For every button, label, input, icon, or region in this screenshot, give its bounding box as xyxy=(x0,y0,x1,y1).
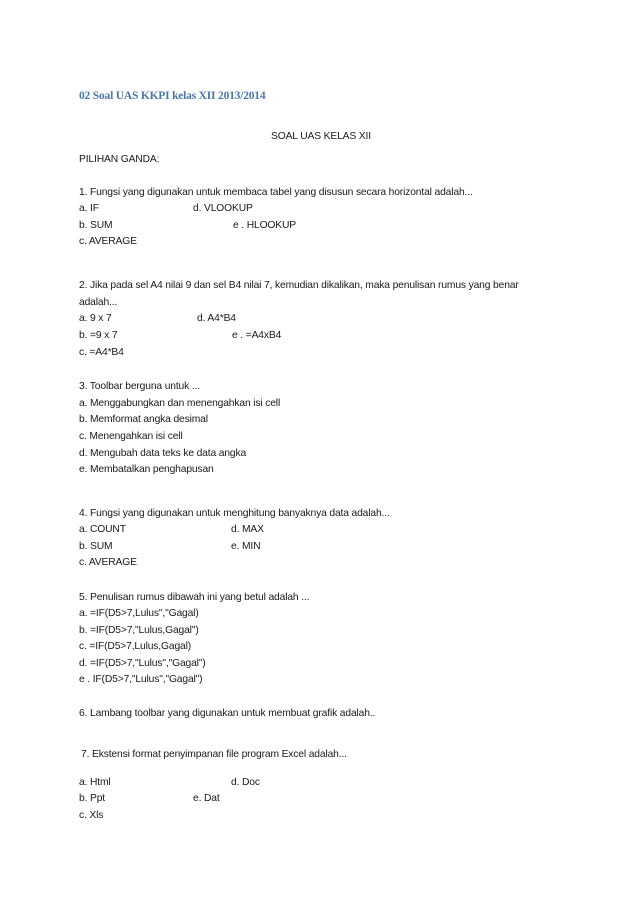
q1-option-c: c. AVERAGE xyxy=(79,236,137,247)
question-1: 1. Fungsi yang digunakan untuk membaca tabel yang disusun secara horizontal adalah... xyxy=(79,187,473,198)
q1-option-b: b. SUM xyxy=(79,220,113,231)
q4-option-e: e. MIN xyxy=(231,541,261,552)
q1-option-d: d. VLOOKUP xyxy=(193,203,253,214)
document-title: 02 Soal UAS KKPI kelas XII 2013/2014 xyxy=(79,90,266,102)
question-3: 3. Toolbar berguna untuk ... xyxy=(79,381,200,392)
q7-option-c: c. Xls xyxy=(79,810,104,821)
q4-option-a: a. COUNT xyxy=(79,524,126,535)
q3-option-e: e. Membatalkan penghapusan xyxy=(79,464,214,475)
question-7: 7. Ekstensi format penyimpanan file program Excel adalah... xyxy=(81,749,347,760)
q2-option-c: c. =A4*B4 xyxy=(79,347,124,358)
exam-heading: SOAL UAS KELAS XII xyxy=(271,131,371,142)
q4-option-b: b. SUM xyxy=(79,541,113,552)
q2-option-a: a. 9 x 7 xyxy=(79,313,112,324)
question-4: 4. Fungsi yang digunakan untuk menghitung banyaknya data adalah... xyxy=(79,508,390,519)
question-6: 6. Lambang toolbar yang digunakan untuk membuat grafik adalah.. xyxy=(79,708,376,719)
q3-option-b: b. Memformat angka desimal xyxy=(79,414,208,425)
q4-option-c: c. AVERAGE xyxy=(79,557,137,568)
question-2-line-1: 2. Jika pada sel A4 nilai 9 dan sel B4 nilai 7, kemudian dikalikan, maka penulisan rumus yang benar xyxy=(79,280,519,291)
q3-option-a: a. Menggabungkan dan menengahkan isi cell xyxy=(79,398,281,409)
q2-option-d: d. A4*B4 xyxy=(197,313,236,324)
question-5: 5. Penulisan rumus dibawah ini yang betul adalah ... xyxy=(79,592,310,603)
q4-option-d: d. MAX xyxy=(231,524,264,535)
q1-option-e: e . HLOOKUP xyxy=(233,220,297,231)
q5-option-d: d. =IF(D5>7,"Lulus","Gagal") xyxy=(79,658,206,669)
q5-option-e: e . IF(D5>7,"Lulus","Gagal") xyxy=(79,674,203,685)
question-2-line-2: adalah... xyxy=(79,297,118,308)
q5-option-b: b. =IF(D5>7,"Lulus,Gagal") xyxy=(79,625,199,636)
q7-option-d: d. Doc xyxy=(231,777,260,788)
q3-option-c: c. Menengahkan isi cell xyxy=(79,431,183,442)
section-label: PILIHAN GANDA: xyxy=(79,154,160,165)
q7-option-b: b. Ppt xyxy=(79,793,106,804)
q7-option-e: e. Dat xyxy=(193,793,220,804)
q2-option-b: b. =9 x 7 xyxy=(79,330,118,341)
q1-option-a: a. IF xyxy=(79,203,99,214)
q3-option-d: d. Mengubah data teks ke data angka xyxy=(79,448,247,459)
q7-option-a: a. Html xyxy=(79,777,111,788)
q5-option-c: c. =IF(D5>7,Lulus,Gagal) xyxy=(79,641,192,652)
q2-option-e: e . =A4xB4 xyxy=(232,330,282,341)
q5-option-a: a. =IF(D5>7,Lulus","Gagal) xyxy=(79,608,199,619)
